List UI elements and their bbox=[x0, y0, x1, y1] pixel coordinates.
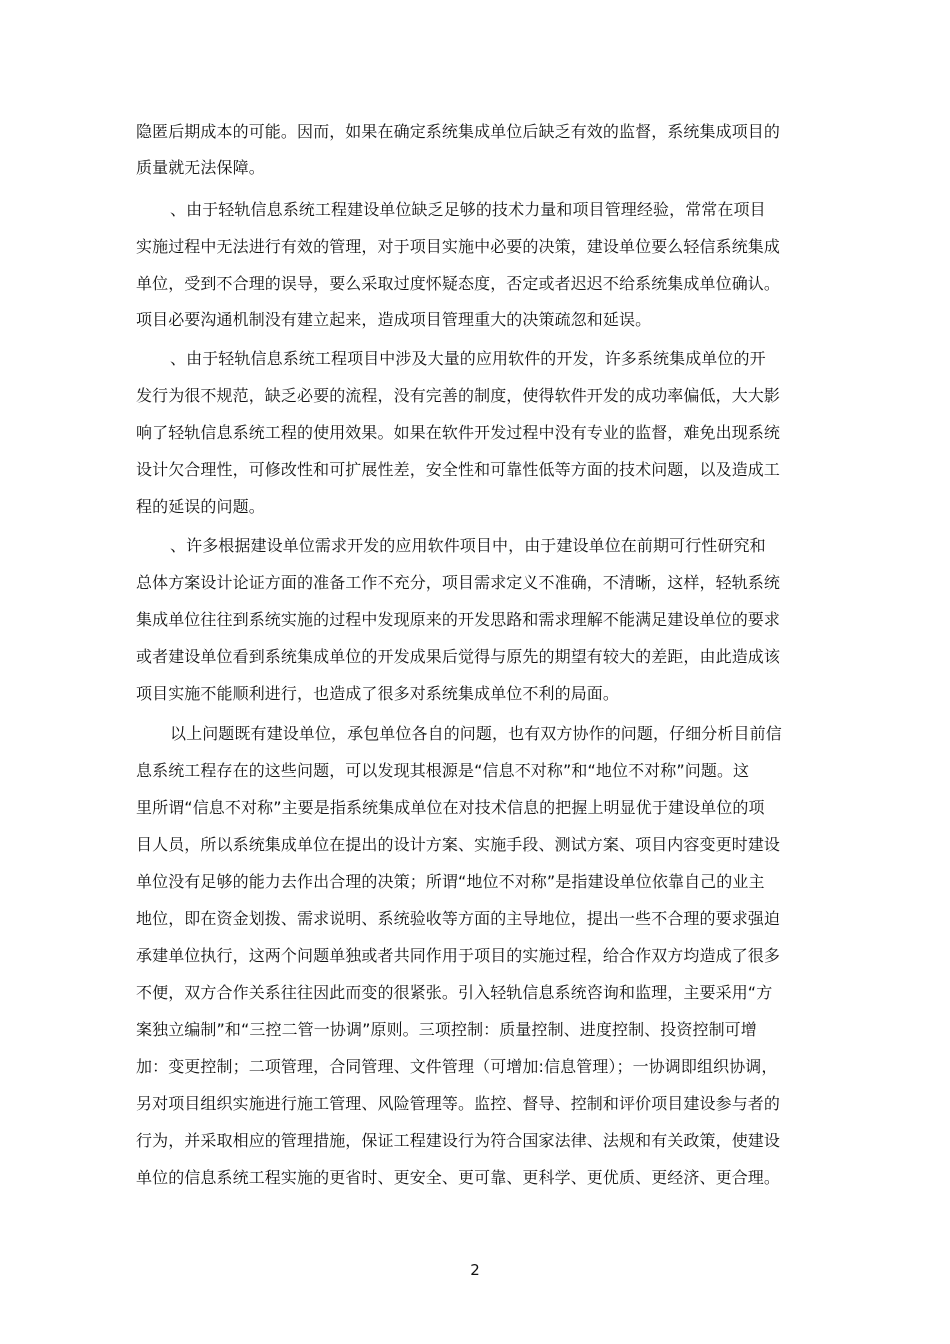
text-line: 设计欠合理性，可修改性和可扩展性差，安全性和可靠性低等方面的技术问题，以及造成工 bbox=[136, 460, 781, 479]
text-line: 加：变更控制；二项管理，合同管理、文件管理（可增加:信息管理）；一协调即组织协调， bbox=[136, 1057, 778, 1076]
text-line: 承建单位执行，这两个问题单独或者共同作用于项目的实施过程，给合作双方均造成了很多 bbox=[136, 946, 781, 965]
text-line: 单位的信息系统工程实施的更省时、更安全、更可靠、更科学、更优质、更经济、更合理。 bbox=[136, 1168, 781, 1187]
text-line: 实施过程中无法进行有效的管理，对于项目实施中必要的决策，建设单位要么轻信系统集成 bbox=[136, 237, 781, 256]
text-line: 不便，双方合作关系往往因此而变的很紧张。引入轻轨信息系统咨询和监理，主要采用“方 bbox=[136, 983, 773, 1002]
text-line: 里所谓“信息不对称”主要是指系统集成单位在对技术信息的把握上明显优于建设单位的项 bbox=[136, 798, 765, 817]
text-line: 目人员，所以系统集成单位在提出的设计方案、实施手段、测试方案、项目内容变更时建设 bbox=[136, 835, 781, 854]
text-line: 响了轻轨信息系统工程的使用效果。如果在软件开发过程中没有专业的监督，难免出现系统 bbox=[136, 423, 781, 442]
text-line: 单位没有足够的能力去作出合理的决策；所谓“地位不对称”是指建设单位依靠自己的业主 bbox=[136, 872, 765, 891]
text-line: 地位，即在资金划拨、需求说明、系统验收等方面的主导地位，提出一些不合理的要求强迫 bbox=[136, 909, 781, 928]
text-line: 项目必要沟通机制没有建立起来，造成项目管理重大的决策疏忽和延误。 bbox=[136, 310, 652, 329]
text-line: 质量就无法保障。 bbox=[136, 158, 265, 177]
text-line: 集成单位往往到系统实施的过程中发现原来的开发思路和需求理解不能满足建设单位的要求 bbox=[136, 610, 781, 629]
text-line: 息系统工程存在的这些问题，可以发现其根源是“信息不对称”和“地位不对称”问题。这 bbox=[136, 761, 750, 780]
text-line: 隐匿后期成本的可能。因而，如果在确定系统集成单位后缺乏有效的监督，系统集成项目的 bbox=[136, 122, 781, 141]
text-line: 案独立编制”和“三控二管一协调”原则。三项控制：质量控制、进度控制、投资控制可增 bbox=[136, 1020, 757, 1039]
text-line: 发行为很不规范，缺乏必要的流程，没有完善的制度，使得软件开发的成功率偏低，大大影 bbox=[136, 386, 781, 405]
text-line: 或者建设单位看到系统集成单位的开发成果后觉得与原先的期望有较大的差距，由此造成该 bbox=[136, 647, 781, 666]
page-number: 2 bbox=[470, 1261, 480, 1279]
text-line: 总体方案设计论证方面的准备工作不充分，项目需求定义不准确，不清晰，这样，轻轨系统 bbox=[136, 573, 781, 592]
text-line: 单位，受到不合理的误导，要么采取过度怀疑态度，否定或者迟迟不给系统集成单位确认。 bbox=[136, 274, 781, 293]
text-line: 、许多根据建设单位需求开发的应用软件项目中，由于建设单位在前期可行性研究和 bbox=[170, 536, 766, 555]
text-line: 、由于轻轨信息系统工程项目中涉及大量的应用软件的开发，许多系统集成单位的开 bbox=[170, 349, 766, 368]
text-line: 项目实施不能顺利进行，也造成了很多对系统集成单位不利的局面。 bbox=[136, 684, 620, 703]
text-line: 行为，并采取相应的管理措施，保证工程建设行为符合国家法律、法规和有关政策，使建设 bbox=[136, 1131, 781, 1150]
text-line: 程的延误的问题。 bbox=[136, 497, 265, 516]
text-line: 以上问题既有建设单位，承包单位各自的问题，也有双方协作的问题，仔细分析目前信 bbox=[170, 724, 782, 743]
text-line: 、由于轻轨信息系统工程建设单位缺乏足够的技术力量和项目管理经验，常常在项目 bbox=[170, 200, 766, 219]
text-line: 另对项目组织实施进行施工管理、风险管理等。监控、督导、控制和评价项目建设参与者的 bbox=[136, 1094, 781, 1113]
